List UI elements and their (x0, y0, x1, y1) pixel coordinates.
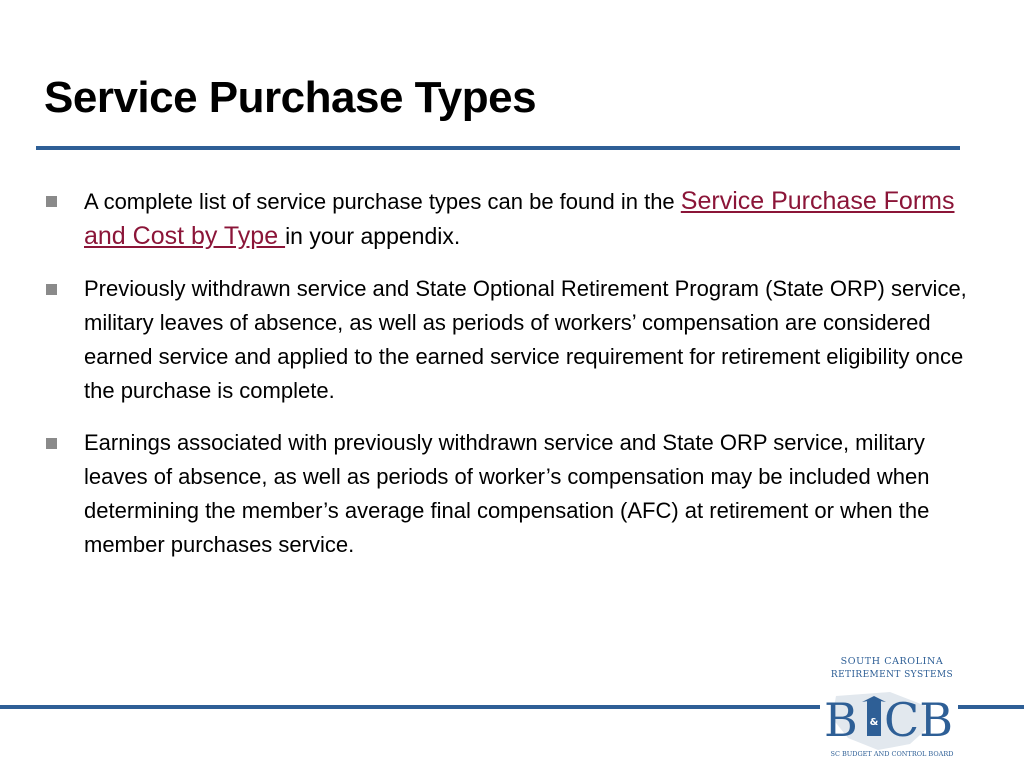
square-bullet-icon (46, 438, 57, 449)
bullet-item (44, 426, 974, 562)
service-purchase-forms-link[interactable]: Service Purchase Forms and Cost by Type (84, 187, 955, 250)
srs-bcb-logo (818, 652, 966, 762)
footer-divider-left (0, 705, 820, 709)
bullet-text-after-link: in your appendix. (285, 223, 461, 249)
bullet-item (44, 272, 974, 408)
square-bullet-icon (46, 196, 57, 207)
square-bullet-icon (46, 284, 57, 295)
bullet-list (44, 184, 974, 580)
bullet-text: A complete list of service purchase types can be found in the (84, 189, 681, 214)
logo-line2: RETIREMENT SYSTEMS (830, 670, 954, 680)
bullet-text: Previously withdrawn service and State Optional Retirement Program (State ORP) service, military leaves of absence, as well as periods of workers’ compensation are considered earned service and applied to the earned service requirement for retirement eligibility once the purchase is complete. (84, 276, 967, 403)
logo-ampersand: & (869, 717, 879, 728)
bullet-text: Earnings associated with previously withdrawn service and State ORP service, military leaves of absence, as well as periods of worker’s compensation may be included when determining the member’s average final compensation (AFC) at retirement or when the member purchases service. (84, 430, 930, 557)
logo-letter-b: B (824, 693, 858, 747)
slide-title: Service Purchase Types (44, 73, 537, 122)
footer-divider-right (958, 705, 1024, 709)
logo-line1: SOUTH CAROLINA (840, 656, 944, 667)
title-divider (36, 146, 960, 150)
bullet-item (44, 184, 974, 254)
logo-letters-cb: CB (884, 693, 953, 747)
logo-caption: SC BUDGET AND CONTROL BOARD (830, 750, 954, 758)
srs-bcb-logo-graphic (818, 652, 966, 762)
